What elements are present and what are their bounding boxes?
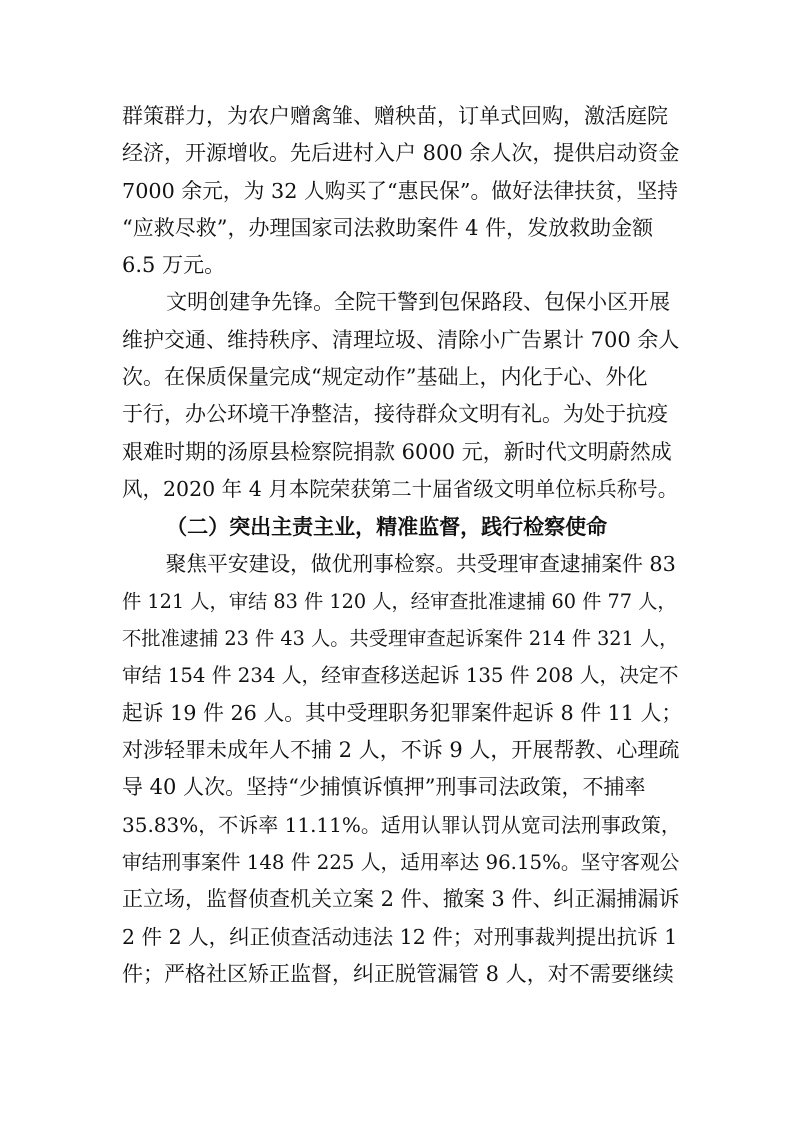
- text-line: 于行，办公环境干净整洁，接待群众文明有礼。为处于抗疫: [122, 402, 668, 427]
- text-line: 件；严格社区矫正监督，纠正脱管漏管 8 人，对不需要继续: [122, 961, 674, 986]
- text-line: 维护交通、维持秩序、清理垃圾、清除小广告累计 700 余人: [122, 327, 680, 352]
- text-line: “应救尽救”，办理国家司法救助案件 4 件，发放救助金额: [122, 215, 654, 240]
- text-line: 文明创建争先锋。全院干警到包保路段、包保小区开展: [166, 290, 671, 315]
- text-line: 35.83%，不诉率 11.11%。适用认罪认罚从宽司法刑事政策，: [122, 812, 681, 837]
- text-line: 6.5 万元。: [122, 253, 226, 278]
- text-line: 风，2020 年 4 月本院荣获第二十届省级文明单位标兵称号。: [122, 476, 679, 501]
- text-line: 导 40 人次。坚持“少捕慎诉慎押”刑事司法政策，不捕率: [122, 775, 646, 800]
- text-line: 7000 余元，为 32 人购买了“惠民保”。做好法律扶贫，坚持: [122, 178, 678, 203]
- text-line: 对涉轻罪未成年人不捕 2 人，不诉 9 人，开展帮教、心理疏: [122, 738, 680, 763]
- text-line: 次。在保质保量完成“规定动作”基础上，内化于心、外化: [122, 365, 648, 390]
- text-line: 审结刑事案件 148 件 225 人，适用率达 96.15%。坚守客观公: [122, 850, 680, 874]
- text-line: 不批准逮捕 23 件 43 人。共受理审查起诉案件 214 件 321 人，: [122, 627, 679, 651]
- text-line: 艰难时期的汤原县检察院捐款 6000 元，新时代文明蔚然成: [122, 439, 672, 464]
- body-text: [122, 98, 682, 993]
- text-line: 经济，开源增收。先后进村入户 800 余人次，提供启动资金: [122, 141, 680, 166]
- text-line: 2 件 2 人，纠正侦查活动违法 12 件；对刑事裁判提出抗诉 1: [122, 924, 678, 949]
- text-line: 起诉 19 件 26 人。其中受理职务犯罪案件起诉 8 件 11 人；: [122, 700, 682, 725]
- section-heading: （二）突出主责主业，精准监督，践行检察使命: [166, 514, 608, 540]
- text-line: 正立场，监督侦查机关立案 2 件、撤案 3 件、纠正漏捕漏诉: [122, 887, 680, 912]
- text-line: 聚焦平安建设，做优刑事检察。共受理审查逮捕案件 83: [165, 551, 676, 576]
- text-line: 件 121 人，审结 83 件 120 人，经审查批准逮捕 60 件 77 人，: [122, 589, 677, 613]
- text-line: 群策群力，为农户赠禽雏、赠秧苗，订单式回购，激活庭院: [122, 104, 668, 128]
- text-line: 审结 154 件 234 人，经审查移送起诉 135 件 208 人，决定不: [122, 664, 679, 688]
